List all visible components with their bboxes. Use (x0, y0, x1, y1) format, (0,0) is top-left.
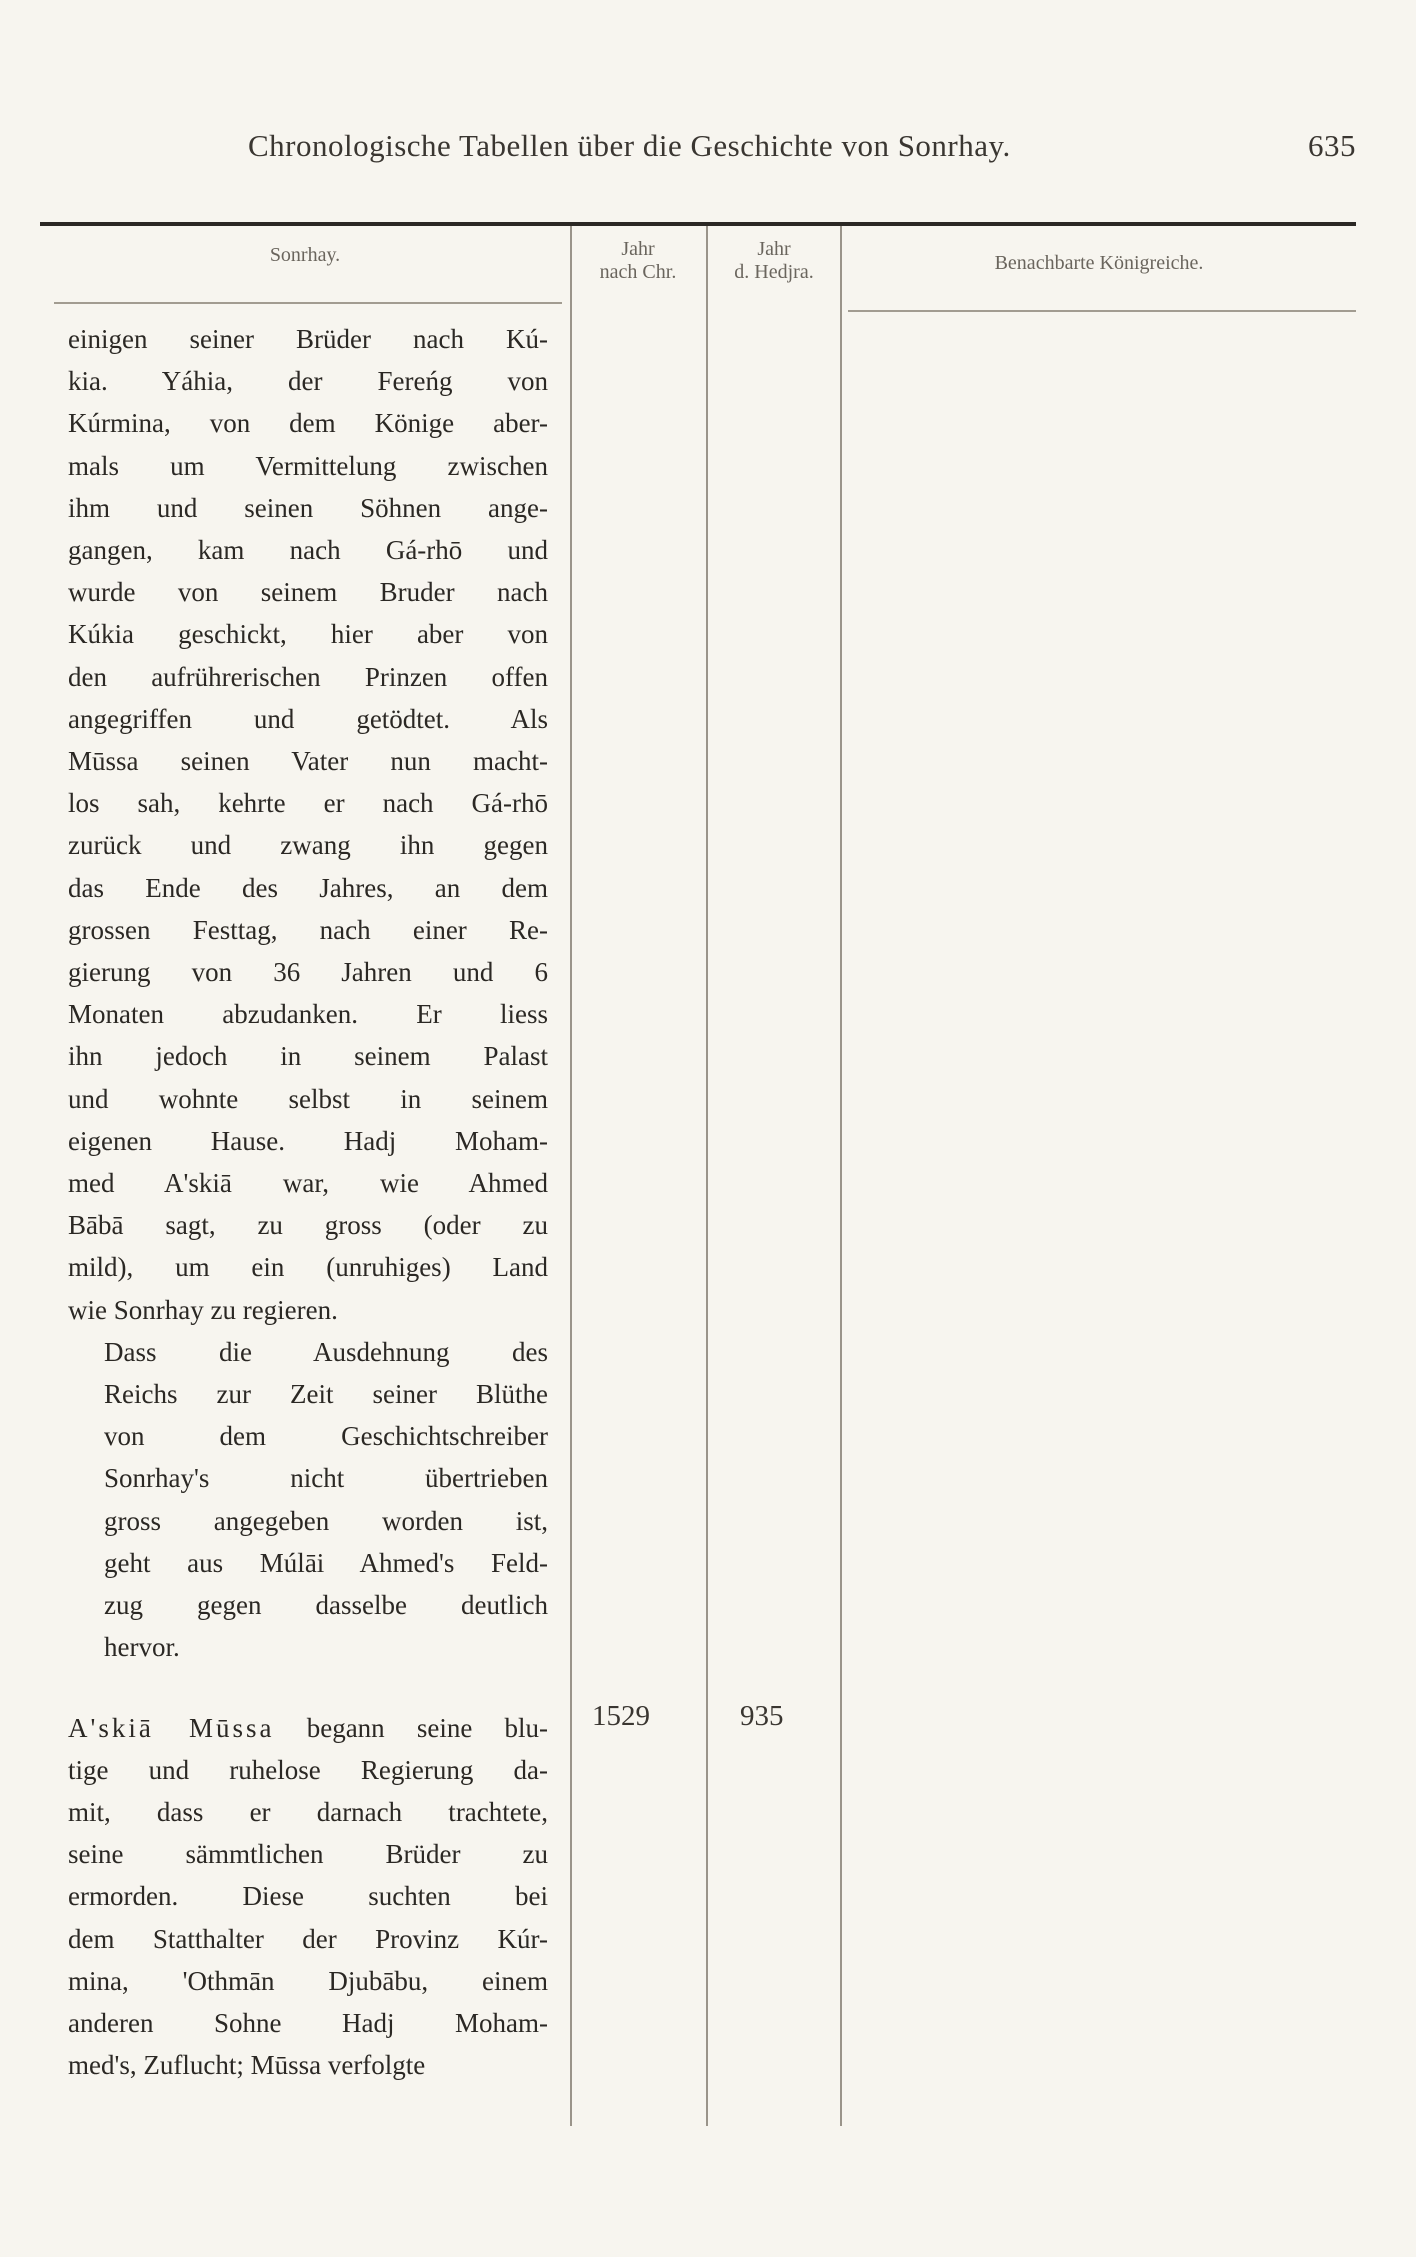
text-line: mina, 'Othmān Djubābu, einem (68, 1965, 548, 1996)
column-header-benachbarte: Benachbarte Königreiche. (994, 252, 1204, 274)
text-line: das Ende des Jahres, an dem (68, 872, 548, 903)
paragraph (68, 318, 548, 1331)
text-line: gross angegeben worden ist, (104, 1505, 548, 1536)
text-line: angegriffen und getödtet. Als (68, 703, 548, 734)
text-line: Mūssa seinen Vater nun macht- (68, 746, 548, 777)
text-line: mals um Vermittelung zwischen (68, 450, 548, 481)
column-divider (706, 226, 708, 2126)
text-line: gangen, kam nach Gá-rhō und (68, 535, 548, 566)
running-head-title: Chronologische Tabellen über die Geschichte von Sonrhay. (248, 128, 1011, 163)
text-line: grossen Festtag, nach einer Re- (68, 914, 548, 945)
text-line: mit, dass er darnach trachtete, (68, 1796, 548, 1827)
column-divider (840, 226, 842, 2126)
text-line: hervor. (104, 1632, 180, 1663)
text-line: ermorden. Diese suchten bei (68, 1881, 548, 1912)
text-line: Bābā sagt, zu gross (oder zu (68, 1210, 548, 1241)
column-header-sonrhay: Sonrhay. (269, 244, 341, 266)
column-header-jahr-hedjra-line1: Jahr (757, 238, 791, 260)
column-header-jahr-hedjra-line2: d. Hedjra. (734, 261, 814, 283)
text-line: med's, Zuflucht; Mūssa verfolgte (68, 2050, 426, 2081)
column-header-jahr-chr (570, 238, 706, 284)
entry-first-line: begann seine blu- (274, 1712, 548, 1743)
text-line: gierung von 36 Jahren und 6 (68, 957, 548, 988)
page-number: 635 (1308, 128, 1356, 163)
text-line: und wohnte selbst in seinem (68, 1083, 548, 1114)
paragraph (68, 1331, 548, 1669)
text-line: Sonrhay's nicht übertrieben (104, 1463, 548, 1494)
text-line: kia. Yáhia, der Fereńg von (68, 366, 548, 397)
text-line: einigen seiner Brüder nach Kú- (68, 324, 548, 354)
paragraph-entry (68, 1707, 548, 2087)
text-line: eigenen Hause. Hadj Moham- (68, 1125, 548, 1156)
column-header-jahr-chr-line1: Jahr (621, 238, 655, 260)
text-line: Reichs zur Zeit seiner Blüthe (104, 1379, 548, 1410)
text-line: wie Sonrhay zu regieren. (68, 1294, 338, 1325)
text-line: dem Statthalter der Provinz Kúr- (68, 1923, 548, 1954)
text-line: tige und ruhelose Regierung da- (68, 1754, 548, 1785)
text-line: den aufrührerischen Prinzen offen (68, 661, 548, 692)
header-rule (848, 310, 1356, 312)
header-rule (54, 302, 562, 304)
text-line: med A'skiā war, wie Ahmed (68, 1168, 548, 1199)
text-line: zug gegen dasselbe deutlich (104, 1590, 548, 1621)
text-line: mild), um ein (unruhiges) Land (68, 1252, 548, 1283)
text-line: los sah, kehrte er nach Gá-rhō (68, 788, 548, 819)
entry-name: A'skiā Mūssa (68, 1712, 275, 1743)
year-hedjra: 935 (740, 1700, 784, 1732)
text-line: von dem Geschichtschreiber (104, 1421, 548, 1452)
column-header-jahr-chr-line2: nach Chr. (599, 261, 677, 283)
text-line: Kúkia geschickt, hier aber von (68, 619, 548, 650)
year-chr: 1529 (592, 1700, 650, 1732)
text-line: Dass die Ausdehnung des (104, 1336, 548, 1367)
column-header-jahr-hedjra (706, 238, 842, 284)
text-line: ihn jedoch in seinem Palast (68, 1041, 548, 1072)
text-line: Monaten abzudanken. Er liess (68, 999, 548, 1030)
text-line: seine sämmtlichen Brüder zu (68, 1839, 548, 1870)
text-line: Kúrmina, von dem Könige aber- (68, 408, 548, 439)
text-line: geht aus Múlāi Ahmed's Feld- (104, 1547, 548, 1578)
sonrhay-text-column (68, 318, 548, 2086)
text-line: zurück und zwang ihn gegen (68, 830, 548, 861)
running-head (248, 128, 1356, 178)
text-line: anderen Sohne Hadj Moham- (68, 2007, 548, 2038)
text-line: wurde von seinem Bruder nach (68, 577, 548, 608)
top-rule (40, 222, 1356, 226)
text-line: ihm und seinen Söhnen ange- (68, 492, 548, 523)
column-divider (570, 226, 572, 2126)
